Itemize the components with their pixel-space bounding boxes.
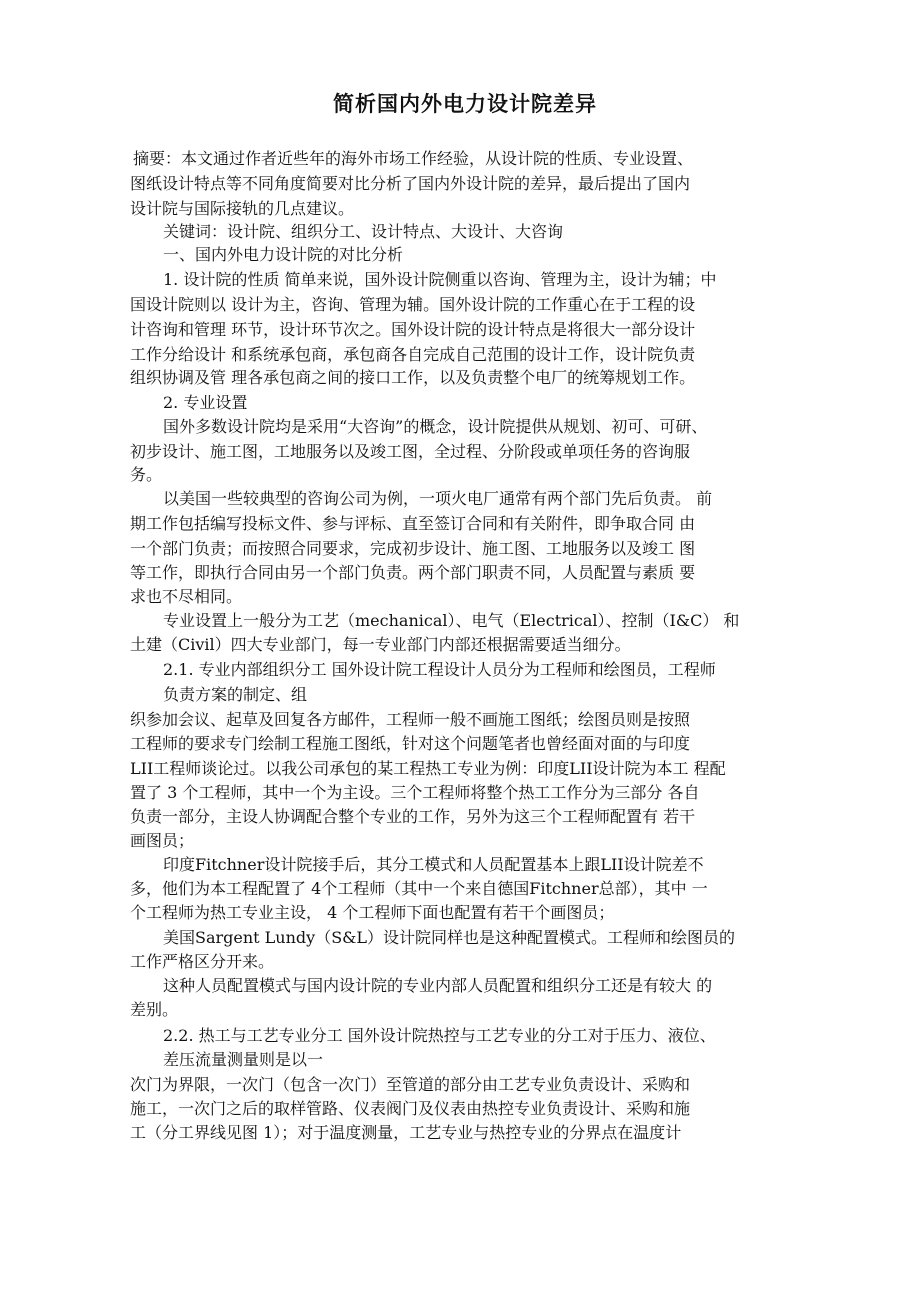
document-title: 简析国内外电力设计院差异 <box>333 91 597 116</box>
text-line: 2. 专业设置 <box>163 393 248 412</box>
text-line: 求也不尽相同。 <box>130 587 243 606</box>
text-line: 一、国内外电力设计院的对比分析 <box>163 245 404 264</box>
text-line: 次门为界限，一次门（包含一次门）至管道的部分由工艺专业负责设计、采购和 <box>130 1075 691 1094</box>
text-line: 施工，一次门之后的取样管路、仪表阀门及仪表由热控专业负责设计、采购和施 <box>130 1099 691 1118</box>
text-line: 1. 设计院的性质 简单来说，国外设计院侧重以咨询、管理为主，设计为辅；中 <box>163 270 717 289</box>
text-line: LII工程师谈论过。以我公司承包的某工程热工专业为例：印度LII设计院为本工 程配 <box>130 759 726 778</box>
text-line: 印度Fitchner设计院接手后，其分工模式和人员配置基本上跟LII设计院差不 <box>163 855 704 874</box>
text-line: 工程师的要求专门绘制工程施工图纸，针对这个问题笔者也曾经面对面的与印度 <box>130 734 691 753</box>
text-line: 个工程师为热工专业主设， 4 个工程师下面也配置有若干个画图员； <box>130 903 615 922</box>
text-line: 置了 3 个工程师，其中一个为主设。三个工程师将整个热工工作分为三部分 各自 <box>130 783 700 802</box>
text-line: 工（分工界线见图 1）；对于温度测量，工艺专业与热控专业的分界点在温度计 <box>130 1123 682 1142</box>
text-line: 一个部门负责；而按照合同要求，完成初步设计、施工图、工地服务以及竣工 图 <box>130 539 696 558</box>
text-line: 组织协调及管 理各承包商之间的接口工作，以及负责整个电厂的统筹规划工作。 <box>130 368 696 387</box>
text-line: 专业设置上一般分为工艺（mechanical）、电气（Electrical）、控制（I&C） 和 <box>163 611 740 630</box>
text-line: 多，他们为本工程配置了 4个工程师（其中一个来自德国Fitchner总部），其中 一 <box>130 879 708 898</box>
text-line: 土建（Civil）四大专业部门，每一专业部门内部还根据需要适当细分。 <box>130 635 631 654</box>
text-line: 国设计院则以 设计为主，咨询、管理为辅。国外设计院的工作重心在于工程的设 <box>130 295 696 314</box>
text-line: 图纸设计特点等不同角度简要对比分析了国内外设计院的差异，最后提出了国内 <box>130 174 691 193</box>
text-line: 关键词：设计院、组织分工、设计特点、大设计、大咨询 <box>163 222 564 241</box>
text-line: 计咨询和管理 环节，设计环节次之。国外设计院的设计特点是将很大一部分设计 <box>130 320 696 339</box>
text-line: 初步设计、施工图，工地服务以及竣工图，全过程、分阶段或单项任务的咨询服 <box>130 442 691 461</box>
text-line: 工作严格区分开来。 <box>130 952 275 971</box>
text-line: 设计院与国际接轨的几点建议。 <box>130 199 355 218</box>
text-line: 2.2. 热工与工艺专业分工 国外设计院热控与工艺专业的分工对于压力、液位、 <box>163 1026 716 1045</box>
text-line: 国外多数设计院均是采用“大咨询”的概念，设计院提供从规划、初可、可研、 <box>163 417 708 436</box>
text-line: 2.1. 专业内部组织分工 国外设计院工程设计人员分为工程师和绘图员，工程师 <box>163 660 716 679</box>
text-line: 这种人员配置模式与国内设计院的专业内部人员配置和组织分工还是有较大 的 <box>163 976 713 995</box>
text-line: 务。 <box>130 465 163 484</box>
text-line: 以美国一些较典型的咨询公司为例，一项火电厂通常有两个部门先后负责。 前 <box>163 489 713 508</box>
text-line: 差别。 <box>130 1000 179 1019</box>
text-line: 差压流量测量则是以一 <box>163 1050 324 1069</box>
text-line: 负责方案的制定、组 <box>163 685 308 704</box>
text-line: 摘要：本文通过作者近些年的海外市场工作经验，从设计院的性质、专业设置、 <box>133 149 694 168</box>
text-line: 美国Sargent Lundy（S&L）设计院同样也是这种配置模式。工程师和绘图员的 <box>163 928 736 947</box>
text-line: 期工作包括编写投标文件、参与评标、直至签订合同和有关附件，即争取合同 由 <box>130 514 696 533</box>
text-line: 等工作，即执行合同由另一个部门负责。两个部门职责不同，人员配置与素质 要 <box>130 563 696 582</box>
text-line: 负责一部分，主设人协调配合整个专业的工作，另外为这三个工程师配置有 若干 <box>130 807 696 826</box>
text-line: 画图员； <box>130 831 195 850</box>
text-line: 工作分给设计 和系统承包商，承包商各自完成自己范围的设计工作，设计院负责 <box>130 345 696 364</box>
text-line: 织参加会议、起草及回复各方邮件，工程师一般不画施工图纸；绘图员则是按照 <box>130 710 691 729</box>
